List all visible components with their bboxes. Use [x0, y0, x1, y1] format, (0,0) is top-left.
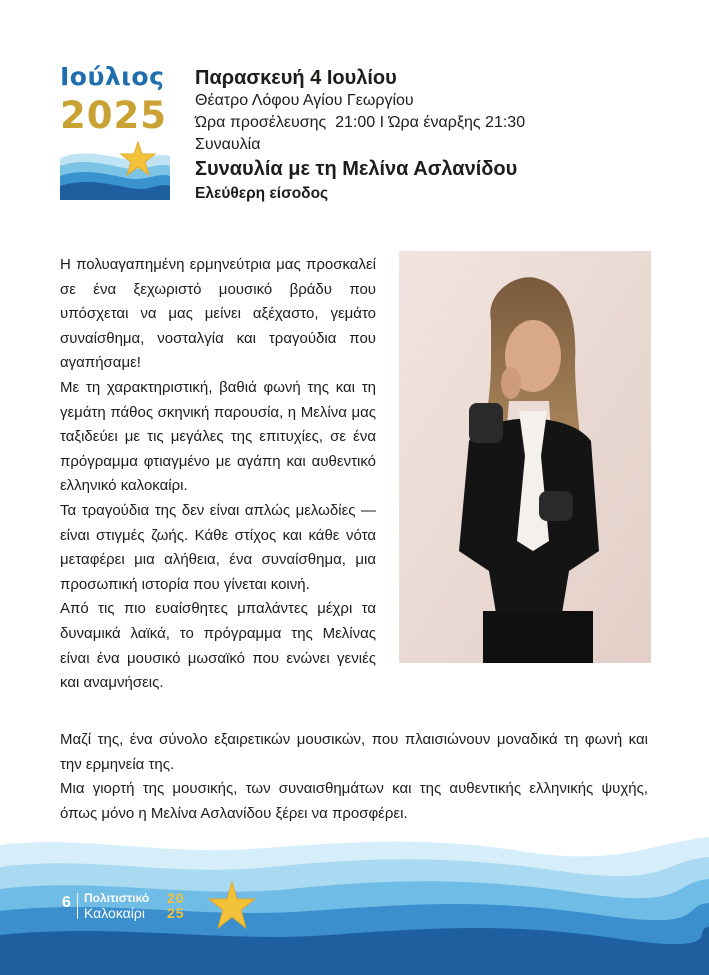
- logo-month: Ιούλιος: [60, 62, 165, 91]
- event-venue: Θέατρο Λόφου Αγίου Γεωργίου: [195, 92, 414, 109]
- paragraph-6: Μια γιορτή της μουσικής, των συναισθημάτων και της αυθεντικής ελληνικής ψυχής, όπως μόνο η Μελίνα Ασλανίδου ξέρει να προσφέρει.: [60, 780, 648, 822]
- paragraph-2: Με τη χαρακτηριστική, βαθιά φωνή της και τη γεμάτη πάθος σκηνική παρουσία, η Μελίνα μας ταξιδεύει με τις μεγάλες της επιτυχίες, σε ένα πρόγραμμα φτιαγμένο με αγάπη και αυθεντικό ελληνικό καλοκαίρι.: [60, 378, 376, 495]
- footer-separator: [77, 893, 78, 919]
- artist-photo: [399, 251, 651, 663]
- event-times: Ώρα προσέλευσης 21:00 Ι Ώρα έναρξης 21:30: [195, 114, 526, 131]
- footer-brand-line1: Πολιτιστικό: [84, 891, 150, 905]
- footer-brand-line2: Καλοκαίρι: [84, 905, 145, 921]
- event-date: Παρασκευή 4 Ιουλίου: [195, 67, 397, 89]
- footer-year-top: 20: [167, 890, 185, 906]
- paragraph-4: Από τις πιο ευαίσθητες μπαλάντες μέχρι τα δυναμικά λαϊκά, το πρόγραμμα της Μελίνας είναι ένα μουσικό μωσαϊκό που ενώνει γενιές και αναμνήσεις.: [60, 600, 376, 692]
- page-number: 6: [62, 894, 71, 911]
- paragraph-3: Τα τραγούδια της δεν είναι απλώς μελωδίες — είναι στιγμές ζωής. Κάθε στίχος και κάθε νότα μεταφέρει μια αλήθεια, ένα συναίσθημα, μια προσωπική ιστορία που γίνεται κοινή.: [60, 501, 376, 593]
- event-header: [195, 66, 675, 205]
- footer-year-bottom: 25: [167, 905, 185, 921]
- logo-year: 2025: [60, 94, 167, 137]
- paragraph-5: Μαζί της, ένα σύνολο εξαιρετικών μουσικών, που πλαισιώνουν μοναδικά τη φωνή και την ερμηνεία της.: [60, 731, 648, 773]
- event-entry: Ελεύθερη είσοδος: [195, 185, 329, 202]
- waves-starfish-icon: [60, 140, 170, 200]
- body-column: [60, 253, 376, 696]
- paragraph-1: Η πολυαγαπημένη ερμηνεύτρια μας προσκαλεί σε ένα ξεχωριστό μουσικό βράδυ που υπόσχεται να μας μείνει αξέχαστο, γεμάτο συναίσθημα, νοσταλγία και τραγούδια που αγαπήσαμε!: [60, 256, 376, 372]
- body-wide: [60, 728, 648, 826]
- artist-portrait-image: [399, 251, 651, 663]
- event-title: Συναυλία με τη Μελίνα Ασλανίδου: [195, 158, 518, 180]
- event-category: Συναυλία: [195, 136, 261, 153]
- month-logo: [60, 62, 170, 222]
- starfish-icon: [206, 880, 258, 932]
